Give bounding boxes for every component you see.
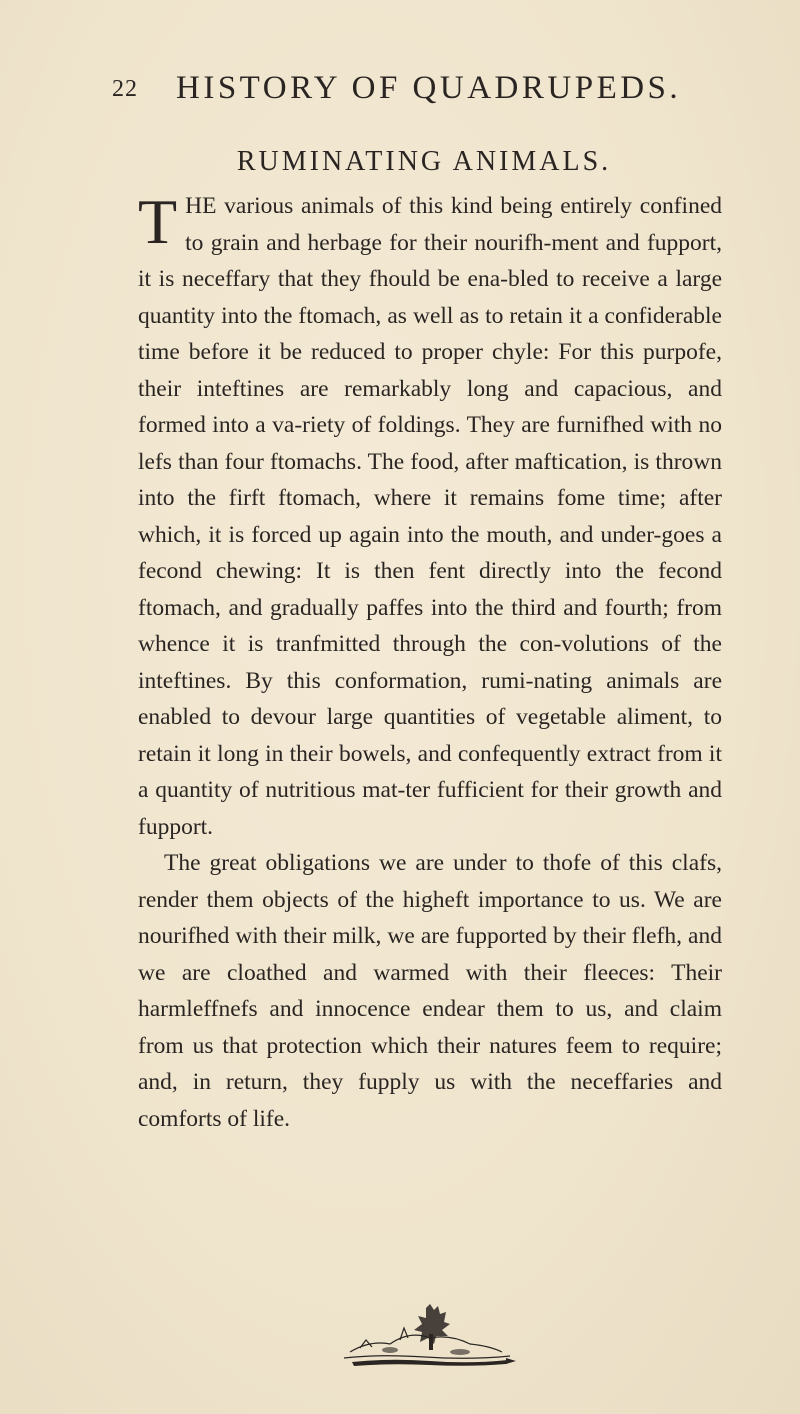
- running-title: HISTORY OF QUADRUPEDS.: [176, 70, 682, 106]
- paragraph-second: The great obligations we are under to thofe of this clafs, render them objects of the higheft importance to us. We are nourifhed with their milk, we are fupported by their flefh, and we are cloathed and warmed with their fleeces: Their harmleffnefs and innocence endear them to us, and claim from us that protection which their natures feem to require; and, in return, they fupply us with the neceffaries and comforts of life.: [138, 850, 722, 1132]
- paragraph-first-text: HE various animals of this kind being entirely confined to grain and herbage for their nourifh-ment and fupport, it is neceffary that they fhould be ena-bled to receive a large quantity into the ftomach, as well as to retain it a confiderable time before it be reduced to proper chyle: For this purpofe, their inteftines are remarkably long and capacious, and formed into a va-riety of foldings. They are furnifhed with no lefs than four ftomachs. The food, after maftication, is thrown into the firft ftomach, where it remains fome time; after which, it is forced up again into the mouth, and under-goes a fecond chewing: It is then fent directly into the fecond ftomach, and gradually paffes into the third and fourth; from whence it is tranfmitted through the con-volutions of the inteftines. By this conformation, rumi-nating animals are enabled to devour large quantities of vegetable aliment, to retain it long in their bowels, and confequently extract from it a quantity of nutritious mat-ter fufficient for their growth and fupport.: [138, 193, 722, 840]
- section-heading: RUMINATING ANIMALS.: [236, 146, 612, 177]
- page-number: 22: [112, 76, 138, 102]
- body-text: [138, 188, 722, 1137]
- drop-cap-letter: T: [138, 186, 178, 257]
- running-head: [112, 70, 732, 118]
- paragraph-first: [138, 188, 722, 845]
- landscape-tailpiece-icon: [330, 1300, 520, 1370]
- tailpiece-engraving: [330, 1300, 520, 1370]
